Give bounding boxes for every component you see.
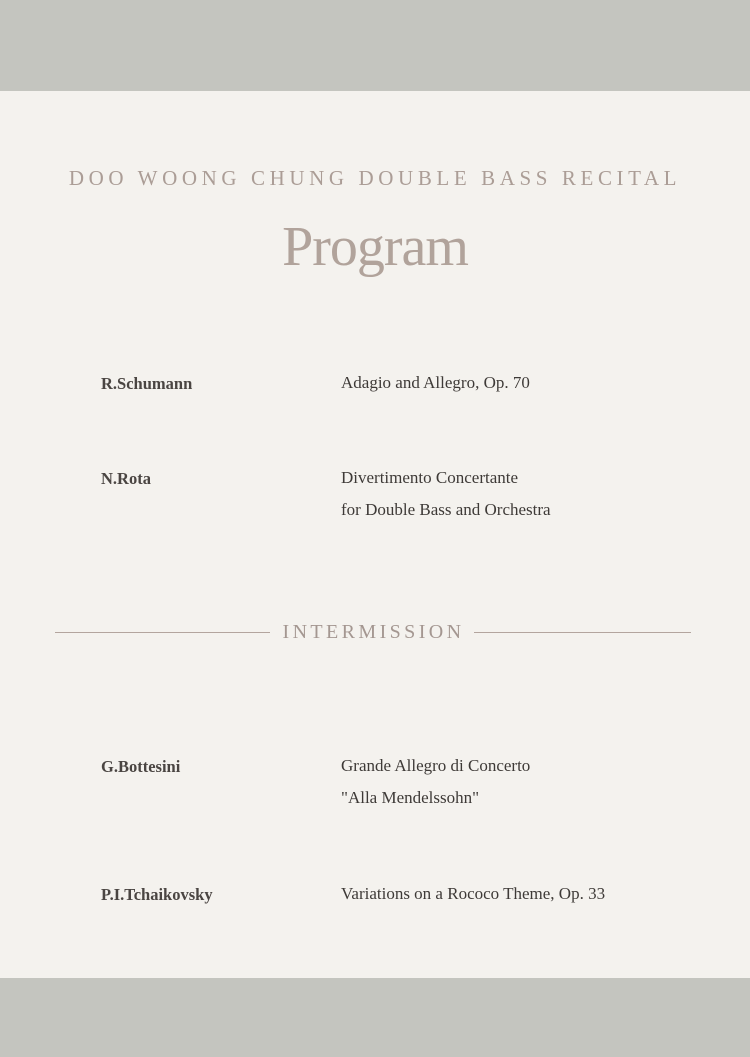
composer-name: R.Schumann xyxy=(101,374,193,393)
composer-name: P.I.Tchaikovsky xyxy=(101,885,213,904)
composer-name: G.Bottesini xyxy=(101,757,181,776)
work-title-line: Grande Allegro di Concerto xyxy=(341,756,531,775)
program-sheet xyxy=(0,91,750,978)
work-title xyxy=(341,878,605,910)
composer-name: N.Rota xyxy=(101,469,151,488)
top-border-band xyxy=(0,0,750,91)
work-title-line: Divertimento Concertante xyxy=(341,468,519,487)
intermission-label: INTERMISSION xyxy=(282,621,465,643)
work-title-line: Variations on a Rococo Theme, Op. 33 xyxy=(341,884,606,903)
work-title-line: Adagio and Allegro, Op. 70 xyxy=(341,373,530,392)
program-heading: Program xyxy=(282,216,468,278)
divider-rule-left xyxy=(55,632,270,633)
work-title xyxy=(341,750,530,814)
work-title-line: "Alla Mendelssohn" xyxy=(341,788,480,807)
bottom-border-band xyxy=(0,978,750,1057)
recital-title: DOO WOONG CHUNG DOUBLE BASS RECITAL xyxy=(68,166,682,190)
intermission-divider xyxy=(55,621,691,645)
divider-rule-right xyxy=(474,632,691,633)
work-title xyxy=(341,367,530,399)
work-title xyxy=(341,462,551,526)
work-title-line: for Double Bass and Orchestra xyxy=(341,500,551,519)
